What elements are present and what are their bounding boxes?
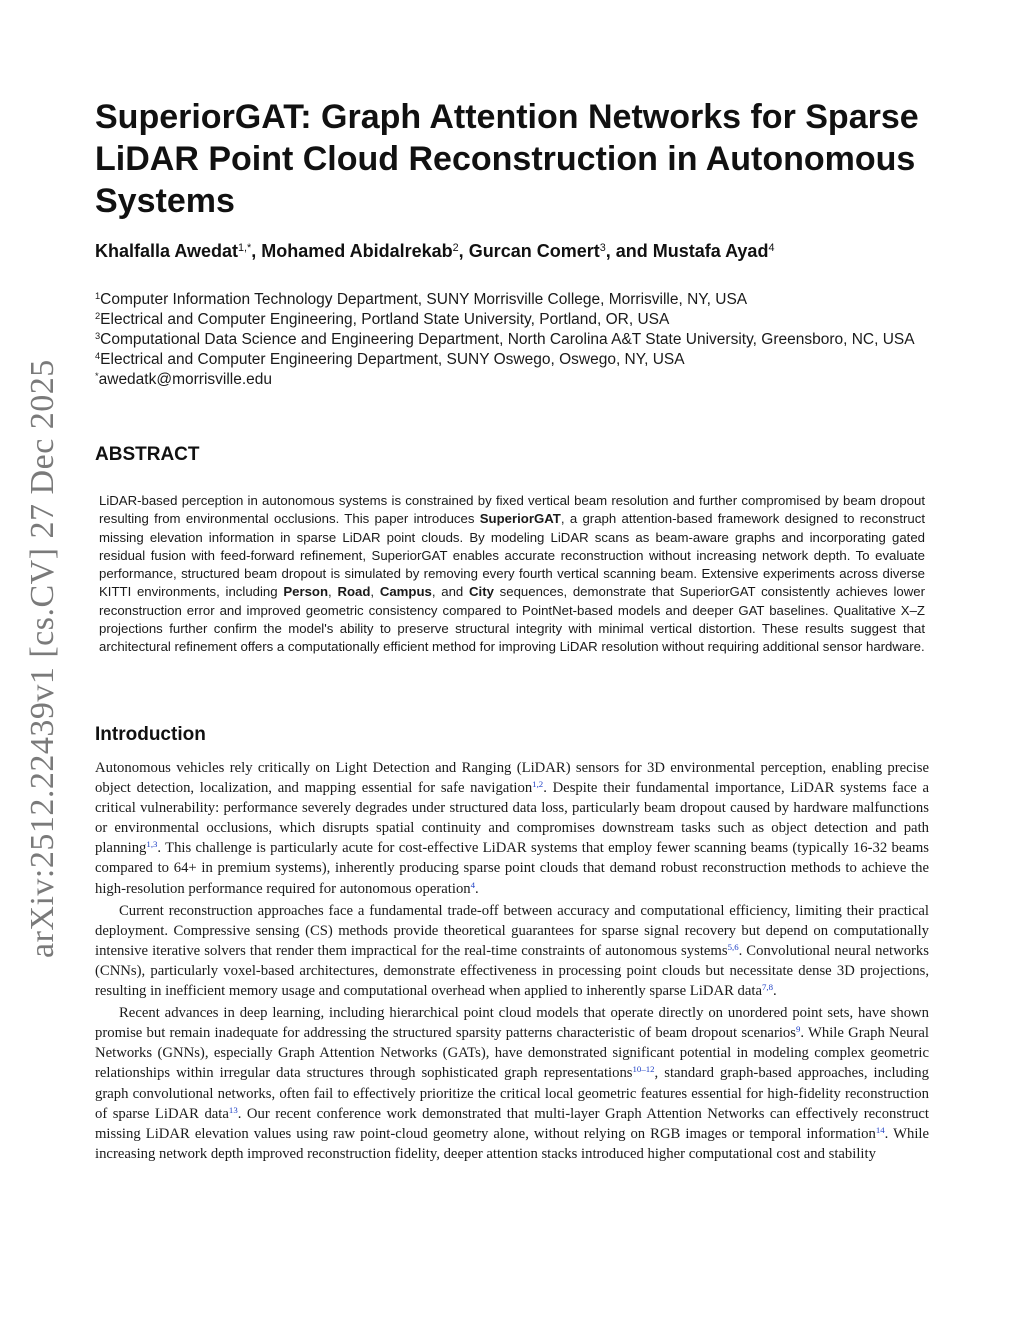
author-list: [95, 241, 935, 262]
introduction-text: .: [475, 880, 479, 897]
citation-reference: 1,3: [146, 839, 158, 850]
abstract-separator: ,: [328, 584, 338, 600]
affiliation-text: awedatk@morrisville.edu: [98, 371, 273, 388]
abstract-env-person: Person: [283, 584, 329, 600]
affiliation-line: [95, 310, 935, 330]
affiliation-text: Computational Data Science and Engineering Department, North Carolina A&T State University, Greensboro, NC, USA: [100, 331, 915, 348]
introduction-paragraph: [95, 1003, 929, 1164]
introduction-text: . Despite their fundamental importance, LiDAR systems face a critical vulnerability: performance severely degrades under structured data loss, particularly beam dropout caused by hardware malfunctions or environmental occlusions, which disrupts spatial continuity and compromises downstream tasks such as object detection and path planning: [95, 780, 929, 857]
affiliation-text: Computer Information Technology Department, SUNY Morrisville College, Morrisville, NY, USA: [100, 291, 748, 308]
author-affiliation-mark: 4: [768, 242, 775, 255]
introduction-text: Recent advances in deep learning, including hierarchical point cloud models that operate directly on unordered point sets, have shown promise but remain inadequate for addressing the structured sparsity patterns characteristic of beam dropout scenarios: [95, 1005, 929, 1042]
citation-reference: 5,6: [727, 942, 739, 952]
arxiv-identifier-stamp: arXiv:2512.22439v1 [cs.CV] 27 Dec 2025: [24, 359, 61, 958]
abstract-env-road: Road: [337, 584, 371, 600]
author-affiliation-mark: 1,*: [238, 242, 252, 255]
affiliation-line: [95, 290, 935, 310]
abstract-env-city: City: [469, 584, 494, 600]
author-separator: , and: [605, 241, 653, 261]
affiliation-list: [95, 290, 935, 390]
introduction-text: , standard graph-based approaches, including graph convolutional networks, often fail to effectively prioritize the critical local geometric features essential for high-fidelity reconstruction of sparse LiDAR data: [95, 1065, 929, 1122]
abstract-separator: , and: [431, 584, 469, 600]
introduction-text: Autonomous vehicles rely critically on Light Detection and Ranging (LiDAR) sensors for 3D environmental perception, enabling precise object detection, localization, and mapping essential for safe navigation: [95, 760, 929, 797]
abstract-text-part: sequences, demonstrate that SuperiorGAT consistently achieves lower reconstruction error and improved geometric consistency compared to PointNet-based models and deeper GAT baselines. Qualitative X–Z projections further confirm the model's ability to preserve structural integrity with minimal vertical distortion. These results suggest that architectural refinement offers a computationally efficient method for improving LiDAR resolution without requiring additional sensor hardware.: [99, 584, 926, 655]
introduction-text: . Convolutional neural networks (CNNs), particularly voxel-based architectures, demonstrate effectiveness in processing point clouds but necessitate dense 3D projections, resulting in inefficient memory usage and computational overhead when applied to inherently sparse LiDAR data: [95, 942, 929, 1000]
citation-reference: 10–12: [632, 1064, 655, 1075]
affiliation-text: Electrical and Computer Engineering Department, SUNY Oswego, Oswego, NY, USA: [100, 351, 685, 368]
introduction-text: .: [773, 983, 777, 1000]
abstract-heading: ABSTRACT: [95, 444, 200, 465]
author-name: Mustafa Ayad: [652, 241, 769, 261]
citation-reference: 13: [228, 1104, 238, 1115]
introduction-text: . Our recent conference work demonstrated that multi-layer Graph Attention Networks can effectively reconstruct missing LiDAR elevation values using raw point-cloud geometry alone, without relying on RGB images or temporal information: [95, 1105, 930, 1142]
author-affiliation-mark: 3: [599, 242, 606, 255]
introduction-paragraph: [95, 758, 929, 899]
introduction-body: [95, 758, 929, 1166]
introduction-heading: Introduction: [95, 724, 206, 745]
affiliation-mark: 2: [95, 310, 101, 321]
abstract-body: [99, 492, 925, 657]
paper-title: SuperiorGAT: Graph Attention Networks for Sparse LiDAR Point Cloud Reconstruction in Autonomous Systems: [95, 98, 919, 220]
citation-reference: 7,8: [762, 982, 774, 993]
affiliation-text: Electrical and Computer Engineering, Portland State University, Portland, OR, USA: [100, 311, 670, 328]
affiliation-mark: *: [95, 370, 99, 381]
abstract-text-part: LiDAR-based perception in autonomous systems is constrained by fixed vertical beam resolution and further compromised by beam dropout resulting from environmental occlusions. This paper introduces: [99, 493, 925, 527]
introduction-text: . While increasing network depth improved reconstruction fidelity, deeper attention stacks introduced higher computational cost and stability: [95, 1125, 929, 1162]
author-affiliation-mark: 2: [452, 242, 459, 255]
affiliation-mark: 4: [95, 350, 101, 361]
author-name: Mohamed Abidalrekab: [261, 241, 453, 261]
citation-reference: 14: [875, 1124, 885, 1135]
author-name: Gurcan Comert: [468, 241, 600, 261]
citation-reference: 1,2: [532, 779, 544, 790]
introduction-text: . This challenge is particularly acute for cost-effective LiDAR systems that employ fewer scanning beams (typically 16-32 beams compared to 64+ in premium systems), inherently producing sparse point clouds that demand robust reconstruction methods to achieve the high-resolution performance required for autonomous operation: [95, 840, 929, 897]
abstract-text-part: , a graph attention-based framework designed to reconstruct missing elevation information in sparse LiDAR point clouds. By modeling LiDAR scans as beam-aware graphs and incorporating gated residual fusion with feed-forward refinement, SuperiorGAT enables accurate reconstruction without increasing network depth. To evaluate performance, structured beam dropout is simulated by removing every fourth vertical scanning beam. Extensive experiments across diverse KITTI environments, including: [99, 511, 925, 600]
affiliation-line: [95, 350, 935, 370]
abstract-separator: ,: [370, 584, 380, 600]
affiliation-line: [95, 330, 935, 350]
author-name: Khalfalla Awedat: [95, 241, 239, 261]
author-separator: ,: [458, 241, 469, 261]
citation-reference: 9: [795, 1024, 801, 1035]
affiliation-mark: 1: [95, 290, 101, 301]
abstract-env-campus: Campus: [379, 584, 432, 600]
affiliation-line: [95, 370, 935, 390]
citation-reference: 4: [470, 879, 476, 890]
introduction-text: Current reconstruction approaches face a fundamental trade-off between accuracy and computational efficiency, limiting their practical deployment. Compressive sensing (CS) methods provide theoretical guarantees for sparse signal recovery but depend on computationally intensive iterative solvers that render them impractical for the real-time constraints of autonomous systems: [95, 902, 929, 959]
affiliation-mark: 3: [95, 330, 101, 341]
introduction-paragraph: [95, 901, 929, 1001]
author-separator: ,: [251, 241, 262, 261]
introduction-text: . While Graph Neural Networks (GNNs), especially Graph Attention Networks (GATs), have demonstrated significant potential in modeling complex geometric relationships within irregular data structures through sophisticated graph representations: [95, 1025, 929, 1082]
abstract-model-name: SuperiorGAT: [479, 511, 561, 527]
